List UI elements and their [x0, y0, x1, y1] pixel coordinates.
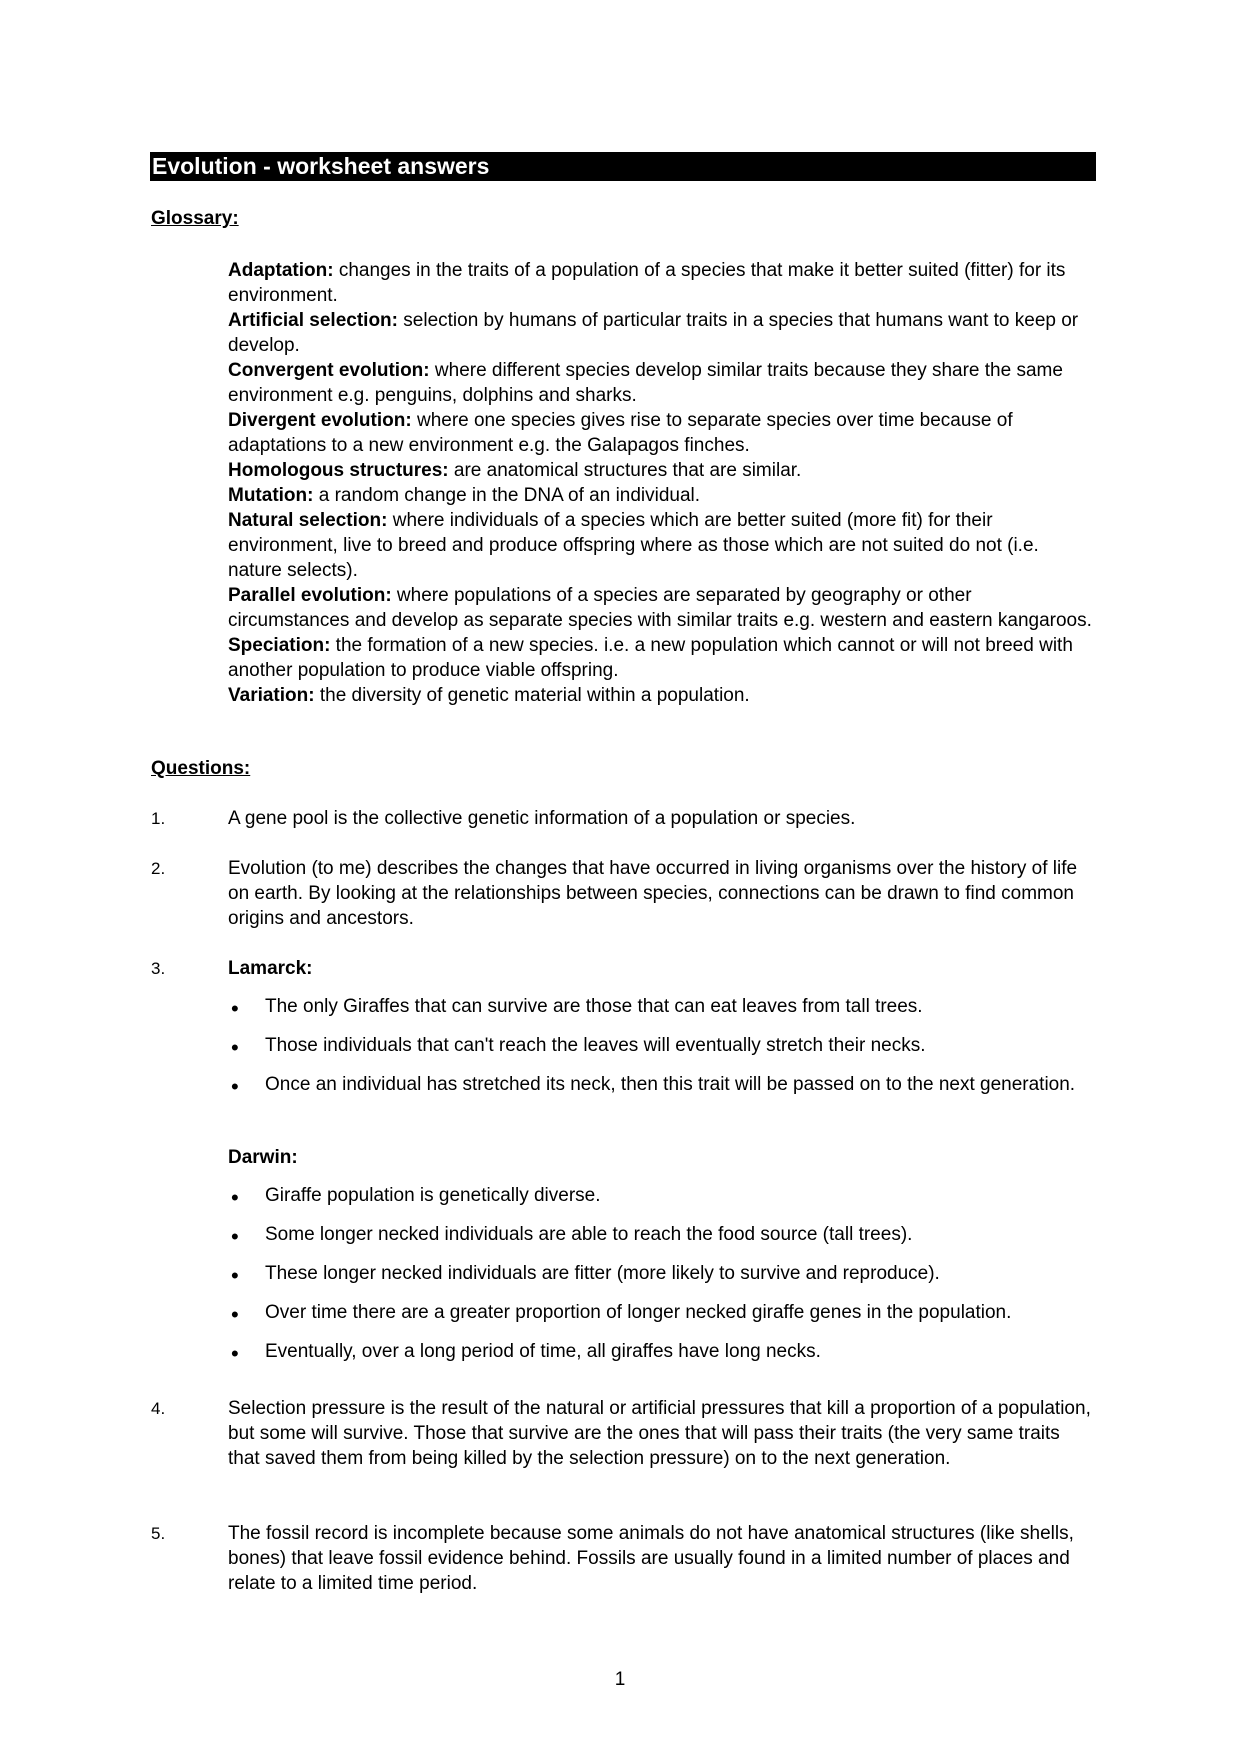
glossary-definition: where one species gives rise to separate species over time because of adaptations to a new environment e.g. the Galapagos finches.	[228, 410, 1013, 456]
list-item	[228, 1339, 1096, 1364]
glossary-definition: where populations of a species are separated by geography or other circumstances and develop as separate species with similar traits e.g. western and eastern kangaroos.	[228, 585, 1092, 631]
bullet-icon: •	[231, 1074, 239, 1099]
list-item-text: The only Giraffes that can survive are those that can eat leaves from tall trees.	[265, 996, 923, 1017]
question-number: 1.	[151, 809, 166, 828]
glossary-term: Parallel evolution:	[228, 585, 392, 606]
bullet-icon: •	[231, 1263, 239, 1288]
question-number: 4.	[151, 1399, 166, 1418]
glossary-definition: the formation of a new species. i.e. a new population which cannot or will not breed with another population to produce viable offspring.	[228, 635, 1073, 681]
bullet-icon: •	[231, 1302, 239, 1327]
glossary-definition: the diversity of genetic material within a population.	[314, 685, 750, 706]
glossary-entry-adaptation	[228, 258, 1096, 308]
list-item-text: Some longer necked individuals are able to reach the food source (tall trees).	[265, 1224, 913, 1245]
question-number: 3.	[151, 959, 166, 978]
list-item	[228, 994, 1096, 1019]
bullet-icon: •	[231, 996, 239, 1021]
list-item-text: Once an individual has stretched its neck, then this trait will be passed on to the next generation.	[265, 1074, 1076, 1095]
question-1-answer: A gene pool is the collective genetic information of a population or species.	[228, 808, 856, 829]
list-item	[228, 1261, 1096, 1286]
glossary-entry-variation	[228, 683, 1096, 708]
darwin-heading: Darwin:	[228, 1147, 298, 1168]
page-title: Evolution - worksheet answers	[150, 152, 1096, 181]
glossary-definition: a random change in the DNA of an individual.	[313, 485, 701, 506]
lamarck-list	[228, 994, 1096, 1111]
list-item-text: Eventually, over a long period of time, all giraffes have long necks.	[265, 1341, 821, 1362]
list-item-text: Over time there are a greater proportion of longer necked giraffe genes in the population.	[265, 1302, 1012, 1323]
glossary-term: Mutation:	[228, 485, 314, 506]
question-4-answer: Selection pressure is the result of the natural or artificial pressures that kill a proportion of a population, but some will survive. Those that survive are the ones that will pass their traits (the very same traits that saved them from being killed by the selection pressure) on to the next generation.	[228, 1398, 1091, 1469]
bullet-icon: •	[231, 1035, 239, 1060]
list-item	[228, 1222, 1096, 1247]
list-item-text: Giraffe population is genetically diverse.	[265, 1185, 601, 1206]
glossary-definition: where individuals of a species which are better suited (more fit) for their environment, live to breed and produce offspring where as those which are not suited do not (i.e. nature selects).	[228, 510, 1039, 581]
glossary-entry-divergent-evolution	[228, 408, 1096, 458]
glossary-term: Adaptation:	[228, 260, 334, 281]
glossary-definition: selection by humans of particular traits in a species that humans want to keep or develop.	[228, 310, 1079, 356]
glossary-entry-natural-selection	[228, 508, 1096, 583]
glossary-definition: changes in the traits of a population of a species that make it better suited (fitter) for its environment.	[228, 260, 1066, 306]
list-item	[228, 1033, 1096, 1058]
list-item	[228, 1300, 1096, 1325]
glossary-entry-homologous-structures	[228, 458, 1096, 483]
question-5-answer: The fossil record is incomplete because some animals do not have anatomical structures (like shells, bones) that leave fossil evidence behind. Fossils are usually found in a limited number of places and relate to a limited time period.	[228, 1523, 1074, 1594]
glossary-term: Convergent evolution:	[228, 360, 430, 381]
darwin-list	[228, 1183, 1096, 1378]
glossary-entry-parallel-evolution	[228, 583, 1096, 633]
glossary-term: Variation:	[228, 685, 315, 706]
question-number: 2.	[151, 859, 166, 878]
bullet-icon: •	[231, 1185, 239, 1210]
glossary-term: Artificial selection:	[228, 310, 398, 331]
glossary-term: Divergent evolution:	[228, 410, 412, 431]
glossary-term: Speciation:	[228, 635, 331, 656]
glossary-term: Natural selection:	[228, 510, 388, 531]
question-2-answer: Evolution (to me) describes the changes that have occurred in living organisms over the history of life on earth. By looking at the relationships between species, connections can be drawn to find common origins and ancestors.	[228, 858, 1078, 929]
glossary-entry-mutation	[228, 483, 1096, 508]
glossary-heading: Glossary:	[151, 208, 239, 229]
list-item	[228, 1072, 1096, 1097]
questions-heading: Questions:	[151, 758, 251, 779]
glossary-entry-artificial-selection	[228, 308, 1096, 358]
glossary-entry-convergent-evolution	[228, 358, 1096, 408]
bullet-icon: •	[231, 1341, 239, 1366]
glossary-definition: where different species develop similar traits because they share the same environment e.g. penguins, dolphins and sharks.	[228, 360, 1063, 406]
bullet-icon: •	[231, 1224, 239, 1249]
glossary-entry-speciation	[228, 633, 1096, 683]
list-item-text: Those individuals that can't reach the leaves will eventually stretch their necks.	[265, 1035, 926, 1056]
page-number: 1	[614, 1669, 626, 1690]
glossary-term: Homologous structures:	[228, 460, 449, 481]
list-item-text: These longer necked individuals are fitter (more likely to survive and reproduce).	[265, 1263, 940, 1284]
question-number: 5.	[151, 1524, 166, 1543]
list-item	[228, 1183, 1096, 1208]
glossary-list	[228, 258, 1096, 708]
glossary-definition: are anatomical structures that are similar.	[448, 460, 802, 481]
lamarck-heading: Lamarck:	[228, 958, 313, 979]
